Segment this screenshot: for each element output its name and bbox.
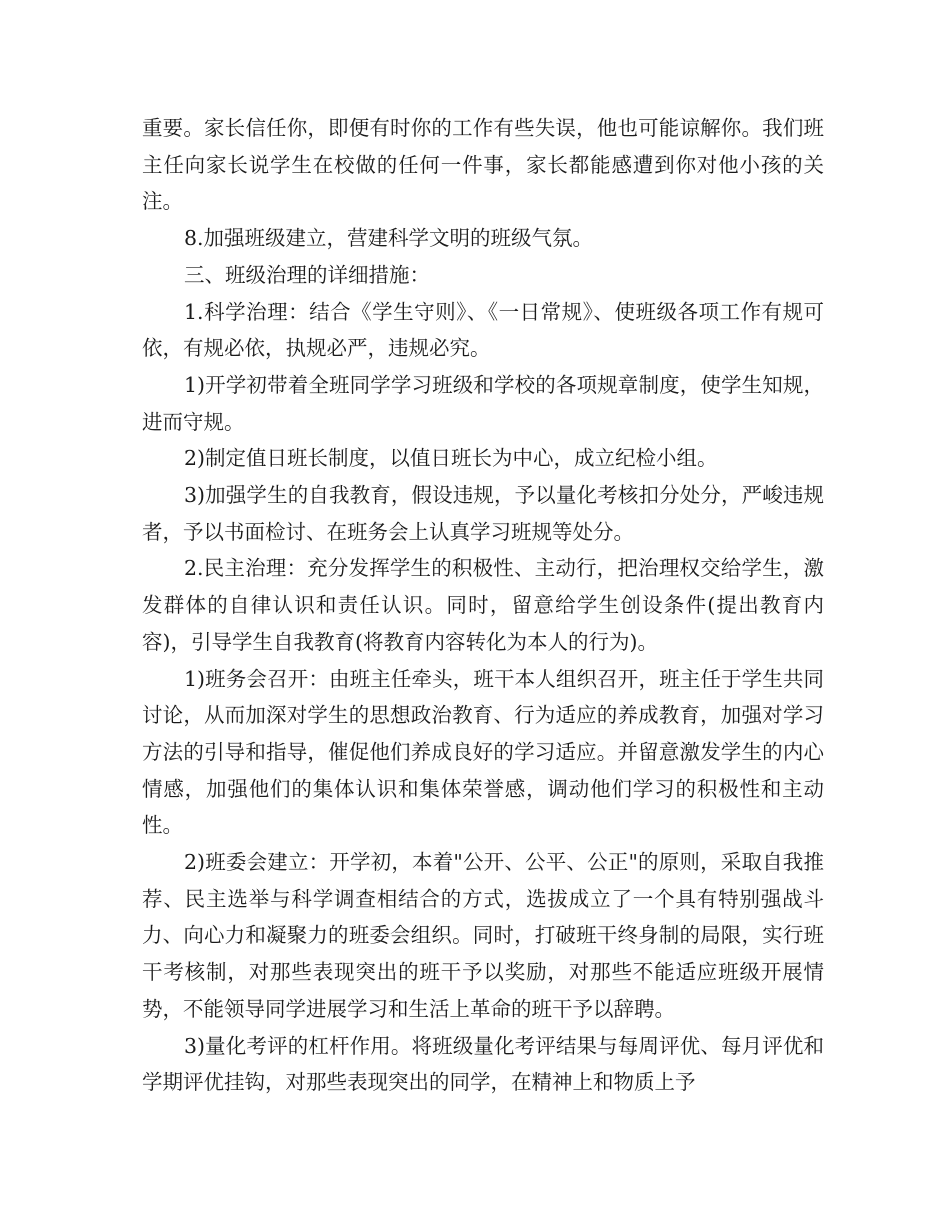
paragraph: 8.加强班级建立，营建科学文明的班级气氛。 [184, 226, 594, 251]
paragraph: 2)制定值日班长制度，以值日班长为中心，成立纪检小组。 [184, 446, 718, 471]
paragraph: 1)班务会召开：由班主任牵头，班干本人组织召开，班主任于学生共同讨论，从而加深对学生的思想政治教育、行为适应的养成教育，加强对学习方法的引导和指导，催促他们养成良好的学习适应。并留意激发学生的内心情感，加强他们的集体认识和集体荣誉感，调动他们学习的积极性和主动性。 [142, 666, 824, 838]
paragraph: 2)班委会建立：开学初，本着"公开、公平、公正"的原则，采取自我推荐、民主选举与科学调查相结合的方式，选拔成立了一个具有特别强战斗力、向心力和凝聚力的班委会组织。同时，打破班干终身制的局限，实行班干考核制，对那些表现突出的班干予以奖励，对那些不能适应班级开展情势，不能领导同学进展学习和生活上革命的班干予以辞聘。 [142, 850, 824, 1021]
document-body [142, 110, 824, 1101]
section-heading: 三、班级治理的详细措施： [184, 262, 430, 287]
paragraph: 重要。家长信任你，即便有时你的工作有些失误，他也可能谅解你。我们班主任向家长说学生在校做的任何一件事，家长都能感遭到你对他小孩的关注。 [142, 116, 824, 214]
paragraph: 1.科学治理：结合《学生守则》、《一日常规》、使班级各项工作有规可依，有规必依，执规必严，违规必究。 [142, 299, 824, 361]
paragraph: 2.民主治理：充分发挥学生的积极性、主动行，把治理权交给学生，激发群体的自律认识和责任认识。同时，留意给学生创设条件(提出教育内容)，引导学生自我教育(将教育内容转化为本人的行为)。 [142, 556, 824, 654]
paragraph: 1)开学初带着全班同学学习班级和学校的各项规章制度，使学生知规，进而守规。 [142, 372, 824, 434]
paragraph: 3)量化考评的杠杆作用。将班级量化考评结果与每周评优、每月评优和学期评优挂钩，对那些表现突出的同学，在精神上和物质上予 [142, 1033, 824, 1095]
paragraph: 3)加强学生的自我教育，假设违规，予以量化考核扣分处分，严峻违规者，予以书面检讨、在班务会上认真学习班规等处分。 [142, 483, 824, 544]
